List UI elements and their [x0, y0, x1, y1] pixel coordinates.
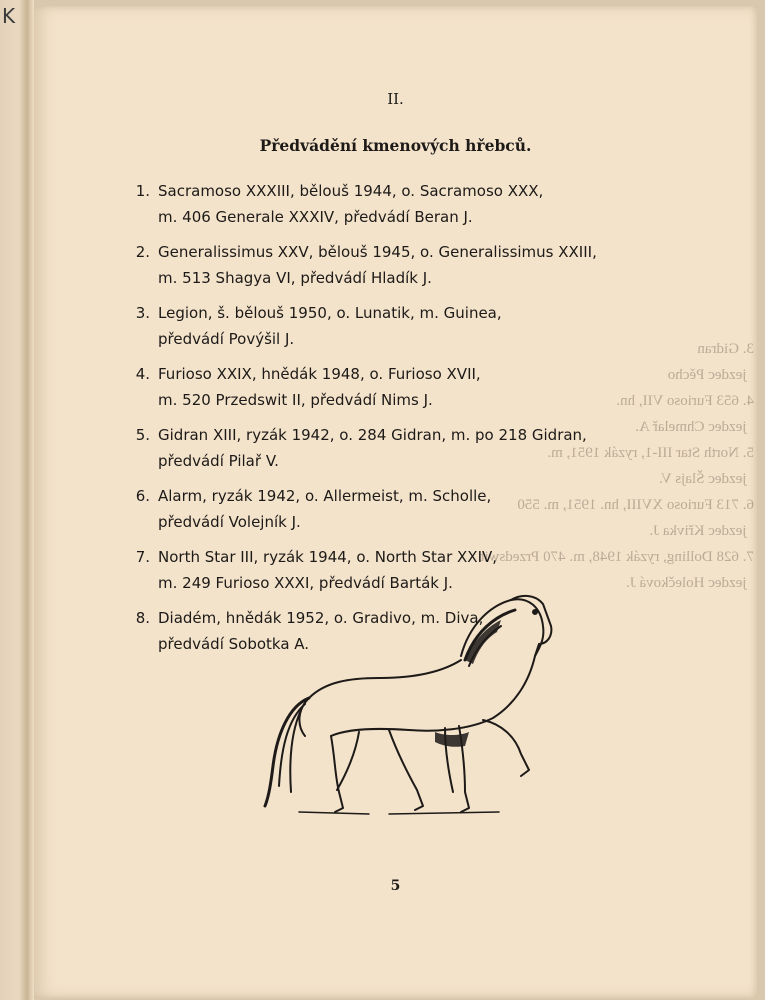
item-number: 1. — [135, 182, 150, 200]
item-line: m. 520 Przedswit II, předvádí Nims J. — [158, 391, 433, 409]
list-item — [124, 239, 724, 291]
item-line: předvádí Volejník J. — [158, 513, 301, 531]
item-line: m. 513 Shagya VI, předvádí Hladík J. — [158, 269, 432, 287]
item-line: Sacramoso XXXIII, bělouš 1944, o. Sacramoso XXX, — [158, 182, 544, 200]
item-number: 7. — [135, 548, 150, 566]
horse-illustration — [239, 586, 559, 826]
page-number: 5 — [390, 878, 401, 894]
book-page — [34, 6, 757, 998]
item-line: předvádí Sobotka A. — [158, 635, 310, 653]
item-line: Generalissimus XXV, bělouš 1945, o. Generalissimus XXIII, — [158, 243, 597, 261]
chapter-number: II. — [387, 90, 404, 108]
item-number: 5. — [135, 426, 150, 444]
item-line: Legion, š. bělouš 1950, o. Lunatik, m. Guinea, — [158, 304, 502, 322]
list-item — [124, 483, 724, 535]
item-line: předvádí Povýšil J. — [158, 330, 295, 348]
item-line: Alarm, ryzák 1942, o. Allermeist, m. Scholle, — [158, 487, 492, 505]
item-number: 3. — [135, 304, 150, 322]
list-item — [124, 361, 724, 413]
section-title: Předvádění kmenových hřebců. — [259, 136, 532, 155]
item-line: Furioso XXIX, hnědák 1948, o. Furioso XVII, — [158, 365, 481, 383]
item-number: 6. — [135, 487, 150, 505]
list-item — [124, 422, 724, 474]
item-line: m. 406 Generale XXXIV, předvádí Beran J. — [158, 208, 473, 226]
item-line: předvádí Pilař V. — [158, 452, 279, 470]
list-item — [124, 178, 724, 230]
book-spine — [0, 0, 34, 1000]
item-number: 8. — [135, 609, 150, 627]
item-number: 4. — [135, 365, 150, 383]
corner-mark: K — [2, 4, 16, 28]
item-line: Diadém, hnědák 1952, o. Gradivo, m. Diva, — [158, 609, 484, 627]
item-line: North Star III, ryzák 1944, o. North Star XXIV, — [158, 548, 498, 566]
item-line: m. 249 Furioso XXXI, předvádí Barták J. — [158, 574, 453, 592]
item-line: Gidran XIII, ryzák 1942, o. 284 Gidran, m. po 218 Gidran, — [158, 426, 587, 444]
show-through-texture: 3. Gidran jezdec Pěcho 4. 653 Furioso VII, hn. jezdec Chmelař A. 5. North Star III-1, ryzák 1951, m. jezdec Šlajs V. 6. 713 Furioso XVIII, hn. 1951, m. 550 jezdec Křivka J. 7. 628 Dolling, ryzák 1948, m. 470 Przedswit jezdec Holečková J. — [480, 341, 754, 591]
list-item — [124, 300, 724, 352]
item-number: 2. — [135, 243, 150, 261]
